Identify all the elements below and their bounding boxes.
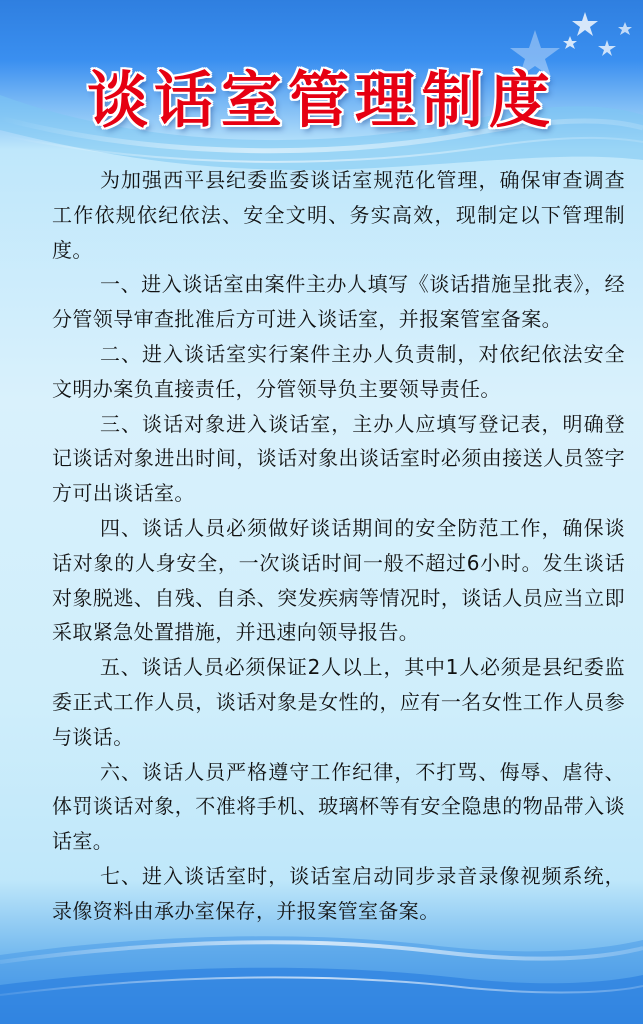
rule-paragraph-3: 三、谈话对象进入谈话室，主办人应填写登记表，明确登记谈话对象进出时间，谈话对象出谈话室时必须由接送人员签字方可出谈话室。 xyxy=(52,411,625,506)
rule-paragraph-1: 一、进入谈话室由案件主办人填写《谈话措施呈批表》，经分管领导审查批准后方可进入谈话室，并报案管室备案。 xyxy=(52,272,625,332)
rule-paragraph-2: 二、进入谈话室实行案件主办人负责制，对依纪依法安全文明办案负直接责任，分管领导负主要领导责任。 xyxy=(52,341,625,401)
rule-paragraph-6: 六、谈话人员严格遵守工作纪律，不打骂、侮辱、虐待、体罚谈话对象，不准将手机、玻璃杯等有安全隐患的物品带入谈话室。 xyxy=(52,759,625,854)
rule-paragraph-7: 七、进入谈话室时，谈话室启动同步录音录像视频系统，录像资料由承办室保存，并报案管室备案。 xyxy=(52,863,625,923)
intro-paragraph: 为加强西平县纪委监委谈话室规范化管理，确保审查调查工作依规依纪依法、安全文明、务实高效，现制定以下管理制度。 xyxy=(52,168,625,262)
page-title: 谈话室管理制度 xyxy=(86,65,556,136)
star-icon xyxy=(563,36,577,49)
regulation-body xyxy=(52,163,625,929)
rule-paragraph-5: 五、谈话人员必须保证2人以上，其中1人必须是县纪委监委正式工作人员，谈话对象是女性的，应有一名女性工作人员参与谈话。 xyxy=(52,655,625,749)
star-icon xyxy=(618,22,632,35)
rule-paragraph-4: 四、谈话人员必须做好谈话期间的安全防范工作，确保谈话对象的人身安全，一次谈话时间一般不超过6小时。发生谈话对象脱逃、自残、自杀、突发疾病等情况时，谈话人员应当立即采取紧急处置措施，并迅速向领导报告。 xyxy=(52,515,625,645)
star-icon xyxy=(572,12,598,36)
